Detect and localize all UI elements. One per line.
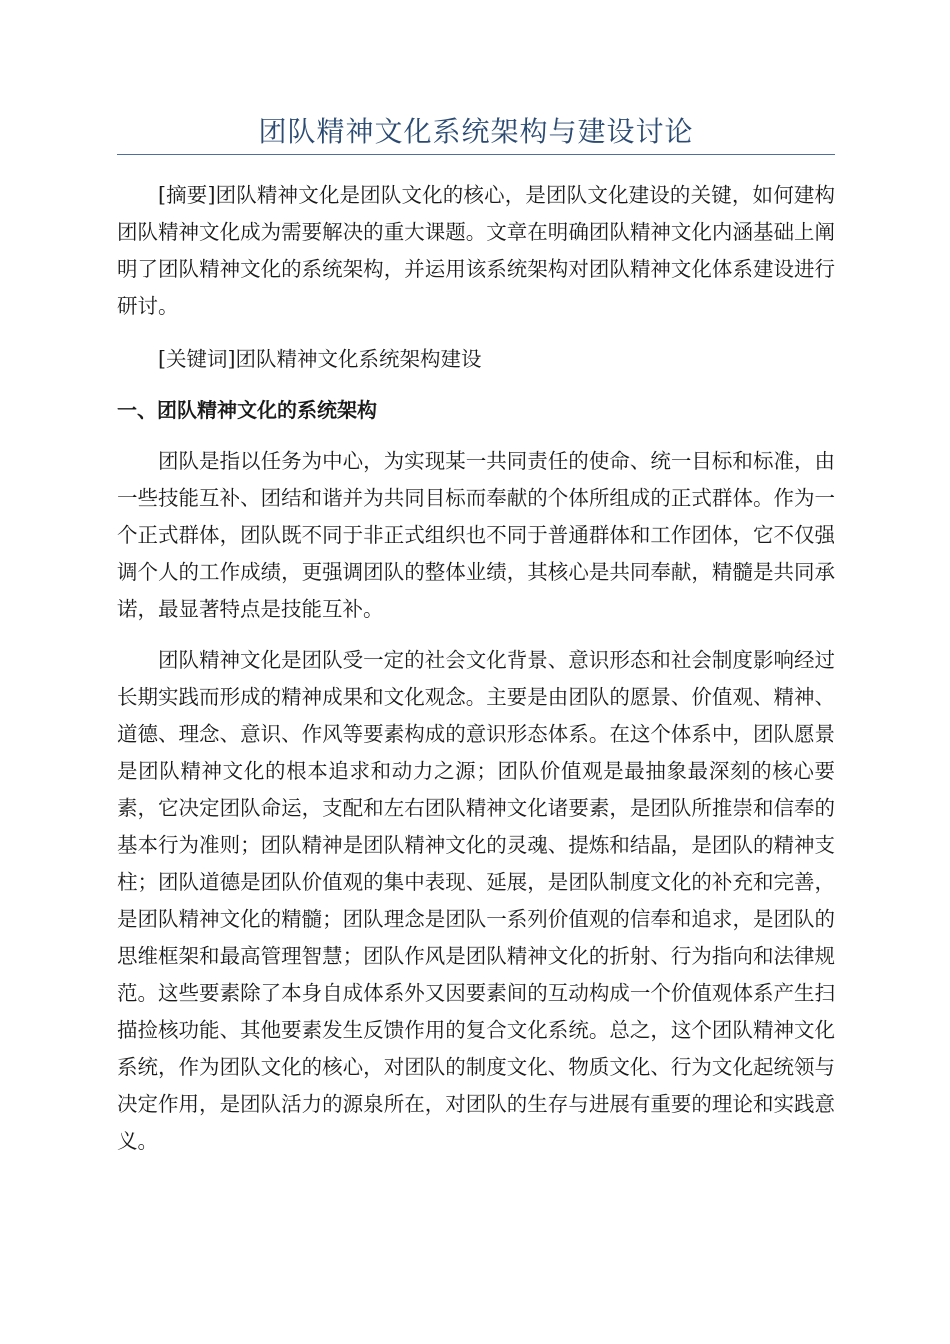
keywords-paragraph: [关键词]团队精神文化系统架构建设 bbox=[158, 347, 482, 371]
abstract-paragraph: [摘要]团队精神文化是团队文化的核心，是团队文化建设的关键，如何建构团队精神文化成为需要解决的重大课题。文章在明确团队精神文化内涵基础上阐明了团队精神文化的系统架构，并运用该系统架构对团队精神文化体系建设进行研讨。 bbox=[117, 183, 835, 318]
body-paragraph: 团队精神文化是团队受一定的社会文化背景、意识形态和社会制度影响经过长期实践而形成的精神成果和文化观念。主要是由团队的愿景、价值观、精神、道德、理念、意识、作风等要素构成的意识形态体系。在这个体系中，团队愿景是团队精神文化的根本追求和动力之源；团队价值观是最抽象最深刻的核心要素，它决定团队命运，支配和左右团队精神文化诸要素，是团队所推崇和信奉的基本行为准则；团队精神是团队精神文化的灵魂、提炼和结晶，是团队的精神支柱；团队道德是团队价值观的集中表现、延展，是团队制度文化的补充和完善，是团队精神文化的精髓；团队理念是团队一系列价值观的信奉和追求，是团队的思维框架和最高管理智慧；团队作风是团队精神文化的折射、行为指向和法律规范。这些要素除了本身自成体系外又因要素间的互动构成一个价值观体系产生扫描捡核功能、其他要素发生反馈作用的复合文化系统。总之，这个团队精神文化系统，作为团队文化的核心，对团队的制度文化、物质文化、行为文化起统领与决定作用，是团队活力的源泉所在，对团队的生存与进展有重要的理论和实践意义。 bbox=[117, 648, 835, 1153]
document-page bbox=[117, 112, 835, 1174]
title-underline bbox=[117, 154, 835, 155]
body-paragraph: 团队是指以任务为中心，为实现某一共同责任的使命、统一目标和标准，由一些技能互补、团结和谐并为共同目标而奉献的个体所组成的正式群体。作为一个正式群体，团队既不同于非正式组织也不同于普通群体和工作团体，它不仅强调个人的工作成绩，更强调团队的整体业绩，其核心是共同奉献，精髓是共同承诺，最显著特点是技能互补。 bbox=[117, 449, 835, 621]
section-heading: 一、团队精神文化的系统架构 bbox=[117, 398, 377, 422]
document-title: 团队精神文化系统架构与建设讨论 bbox=[258, 115, 694, 148]
